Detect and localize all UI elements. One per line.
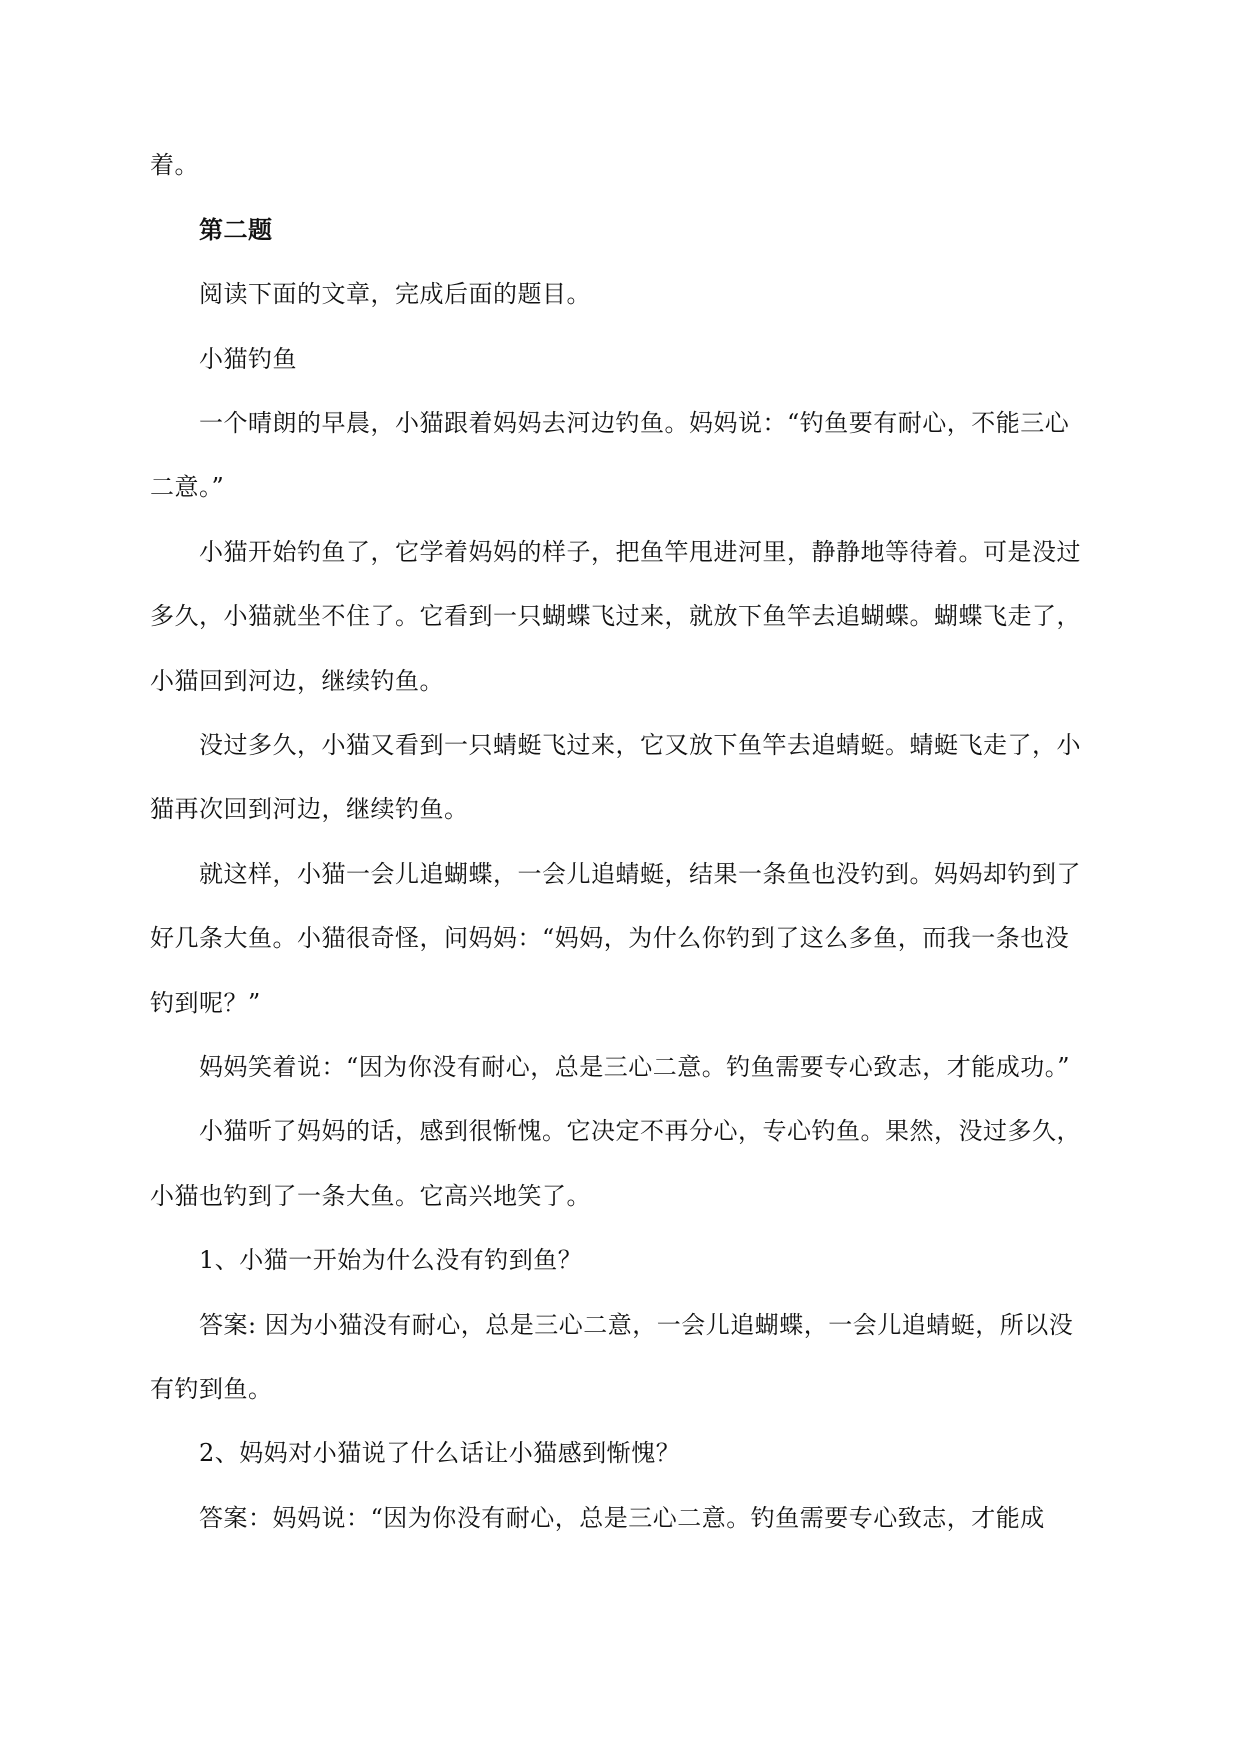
answer-1-continued: 有钓到鱼。 bbox=[150, 1375, 273, 1403]
text-line: 好几条大鱼。小猫很奇怪，问妈妈：“妈妈，为什么你钓到了这么多鱼，而我一条也没 bbox=[150, 924, 1070, 952]
text-line: 小猫开始钓鱼了，它学着妈妈的样子，把鱼竿甩进河里，静静地等待着。可是没过 bbox=[199, 538, 1081, 566]
text-line: 钓到呢？” bbox=[150, 989, 261, 1017]
answer-1: 答案: 因为小猫没有耐心，总是三心二意，一会儿追蝴蝶，一会儿追蜻蜓，所以没 bbox=[199, 1311, 1074, 1339]
text-line: 小猫也钓到了一条大鱼。它高兴地笑了。 bbox=[150, 1182, 591, 1210]
story-title: 小猫钓鱼 bbox=[199, 345, 297, 373]
text-line: 二意。” bbox=[150, 473, 225, 501]
text-line: 多久，小猫就坐不住了。它看到一只蝴蝶飞过来，就放下鱼竿去追蝴蝶。蝴蝶飞走了， bbox=[150, 602, 1081, 630]
text-line: 一个晴朗的早晨，小猫跟着妈妈去河边钓鱼。妈妈说：“钓鱼要有耐心，不能三心 bbox=[199, 409, 1070, 437]
text-line: 就这样，小猫一会儿追蝴蝶，一会儿追蜻蜓，结果一条鱼也没钓到。妈妈却钓到了 bbox=[199, 860, 1081, 888]
text-line: 小猫听了妈妈的话，感到很惭愧。它决定不再分心，专心钓鱼。果然，没过多久， bbox=[199, 1117, 1081, 1145]
text-line: 没过多久，小猫又看到一只蜻蜓飞过来，它又放下鱼竿去追蜻蜓。蜻蜓飞走了，小 bbox=[199, 731, 1081, 759]
text-line: 妈妈笑着说：“因为你没有耐心，总是三心二意。钓鱼需要专心致志，才能成功。” bbox=[199, 1053, 1071, 1081]
question-1: 1、小猫一开始为什么没有钓到鱼？ bbox=[199, 1246, 583, 1274]
instruction-text: 阅读下面的文章，完成后面的题目。 bbox=[199, 280, 591, 308]
question-2: 2、妈妈对小猫说了什么话让小猫感到惭愧？ bbox=[199, 1439, 681, 1467]
section-heading: 第二题 bbox=[199, 215, 273, 244]
text-line: 小猫回到河边，继续钓鱼。 bbox=[150, 667, 444, 695]
text-line: 猫再次回到河边，继续钓鱼。 bbox=[150, 795, 469, 823]
text-line: 着。 bbox=[150, 151, 199, 179]
answer-2: 答案：妈妈说：“因为你没有耐心，总是三心二意。钓鱼需要专心致志，才能成 bbox=[199, 1504, 1045, 1532]
